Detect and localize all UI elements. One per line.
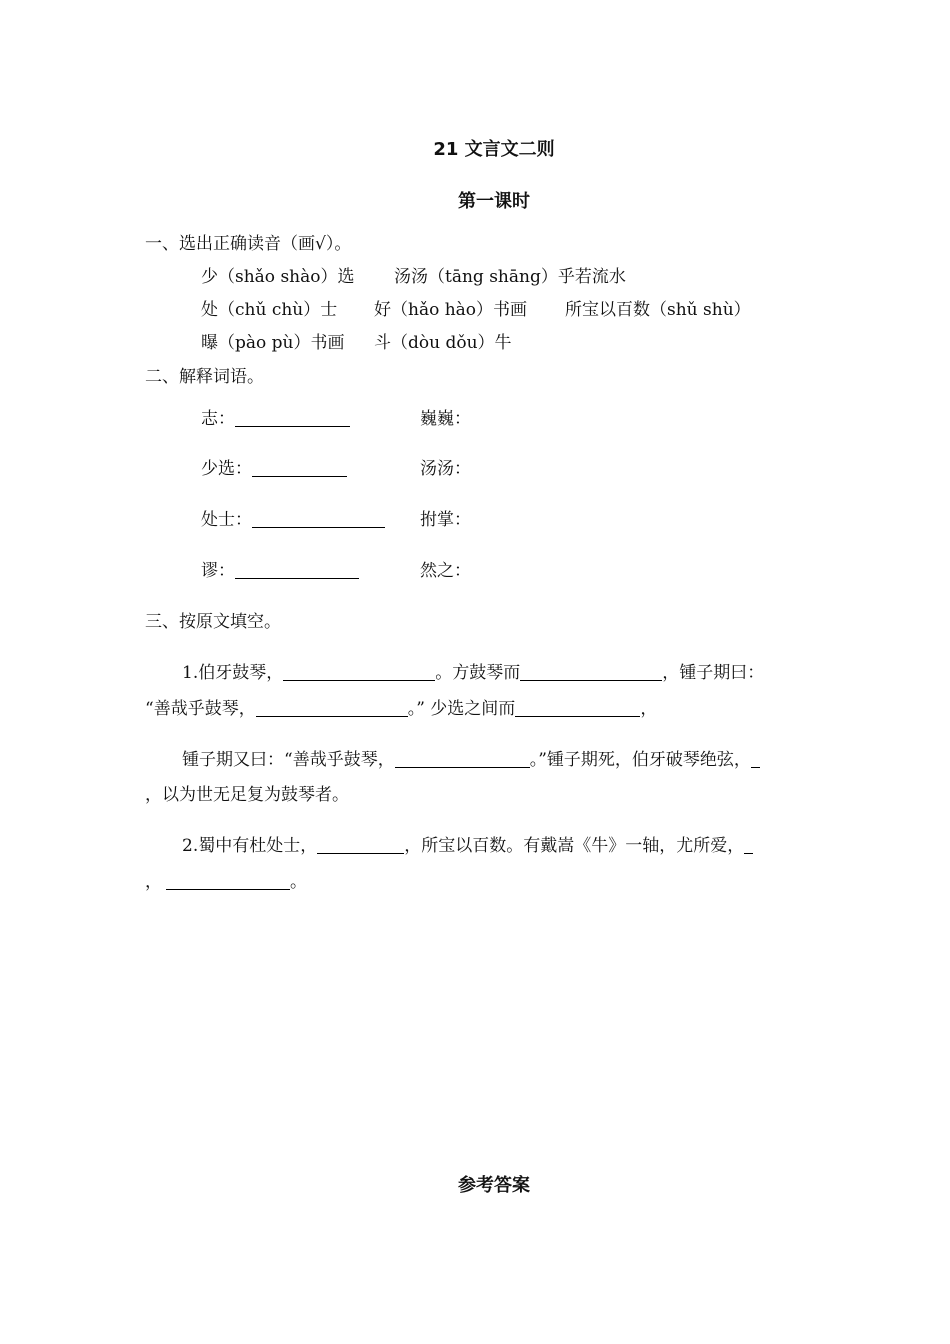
pronunciation-item: 处（chǔ chù）士: [201, 300, 338, 320]
fill-line: [182, 745, 760, 770]
answer-blank[interactable]: [520, 662, 662, 681]
term-label: 拊掌：: [420, 510, 471, 530]
text-fragment: 。方鼓琴而: [435, 663, 521, 683]
fill-line: ，以为世无足复为鼓琴者。: [145, 785, 349, 805]
term-label: 汤汤：: [420, 459, 471, 479]
fill-line: [182, 658, 764, 683]
section1-heading: 一、选出正确读音（画√）。: [145, 234, 352, 254]
text-fragment: 。: [290, 872, 307, 892]
text-fragment: ，锺子期曰：: [662, 663, 765, 683]
answer-blank[interactable]: [166, 871, 290, 890]
term-label: 谬：: [201, 561, 235, 581]
section2-heading: 二、解释词语。: [145, 367, 264, 387]
text-fragment: 。”锺子期死，伯牙破琴绝弦，: [529, 750, 751, 770]
lesson-subtitle: 第一课时: [458, 191, 530, 212]
fill-line: [145, 694, 657, 719]
answer-blank[interactable]: [283, 662, 435, 681]
term-row: [201, 454, 347, 479]
text-fragment: 锺子期又曰：“善哉乎鼓琴，: [182, 750, 395, 770]
text-fragment: 。” 少选之间而: [407, 699, 516, 719]
term-label: 少选：: [201, 459, 252, 479]
answer-blank[interactable]: [235, 408, 350, 427]
answer-blank[interactable]: [317, 835, 404, 854]
answer-blank[interactable]: [515, 698, 640, 717]
text-fragment: 2.蜀中有杜处士，: [182, 836, 318, 856]
term-row: [201, 404, 350, 429]
answer-blank[interactable]: [256, 698, 408, 717]
answer-blank[interactable]: [235, 560, 359, 579]
text-fragment: ，所宝以百数。有戴嵩《牛》一轴，尤所爱，: [404, 836, 745, 856]
pronunciation-item: 所宝以百数（shǔ shù）: [565, 300, 751, 320]
page-title: 21 文言文二则: [433, 139, 555, 160]
text-fragment: ，: [145, 872, 162, 892]
pronunciation-item: 好（hǎo hào）书画: [374, 300, 528, 320]
section3-heading: 三、按原文填空。: [145, 612, 281, 632]
text-fragment: 1.伯牙鼓琴，: [182, 663, 284, 683]
answer-blank[interactable]: [252, 509, 385, 528]
answers-heading: 参考答案: [458, 1175, 530, 1196]
pronunciation-item: 斗（dòu dǒu）牛: [374, 333, 512, 353]
answer-blank[interactable]: [252, 458, 347, 477]
fill-line: [145, 867, 307, 892]
answer-blank[interactable]: [395, 749, 530, 768]
fill-line: [182, 831, 753, 856]
term-label: 志：: [201, 409, 235, 429]
term-label: 巍巍：: [420, 409, 471, 429]
term-row: [201, 556, 359, 581]
text-fragment: “善哉乎鼓琴，: [145, 699, 256, 719]
term-label: 处士：: [201, 510, 252, 530]
text-fragment: ，: [640, 699, 658, 719]
answer-blank[interactable]: [751, 749, 760, 768]
pronunciation-item: 汤汤（tāng shāng）乎若流水: [394, 267, 626, 287]
pronunciation-item: 少（shǎo shào）选: [201, 267, 355, 287]
term-label: 然之：: [420, 561, 471, 581]
pronunciation-item: 曝（pào pù）书画: [201, 333, 345, 353]
term-row: [201, 505, 385, 530]
answer-blank[interactable]: [744, 835, 753, 854]
